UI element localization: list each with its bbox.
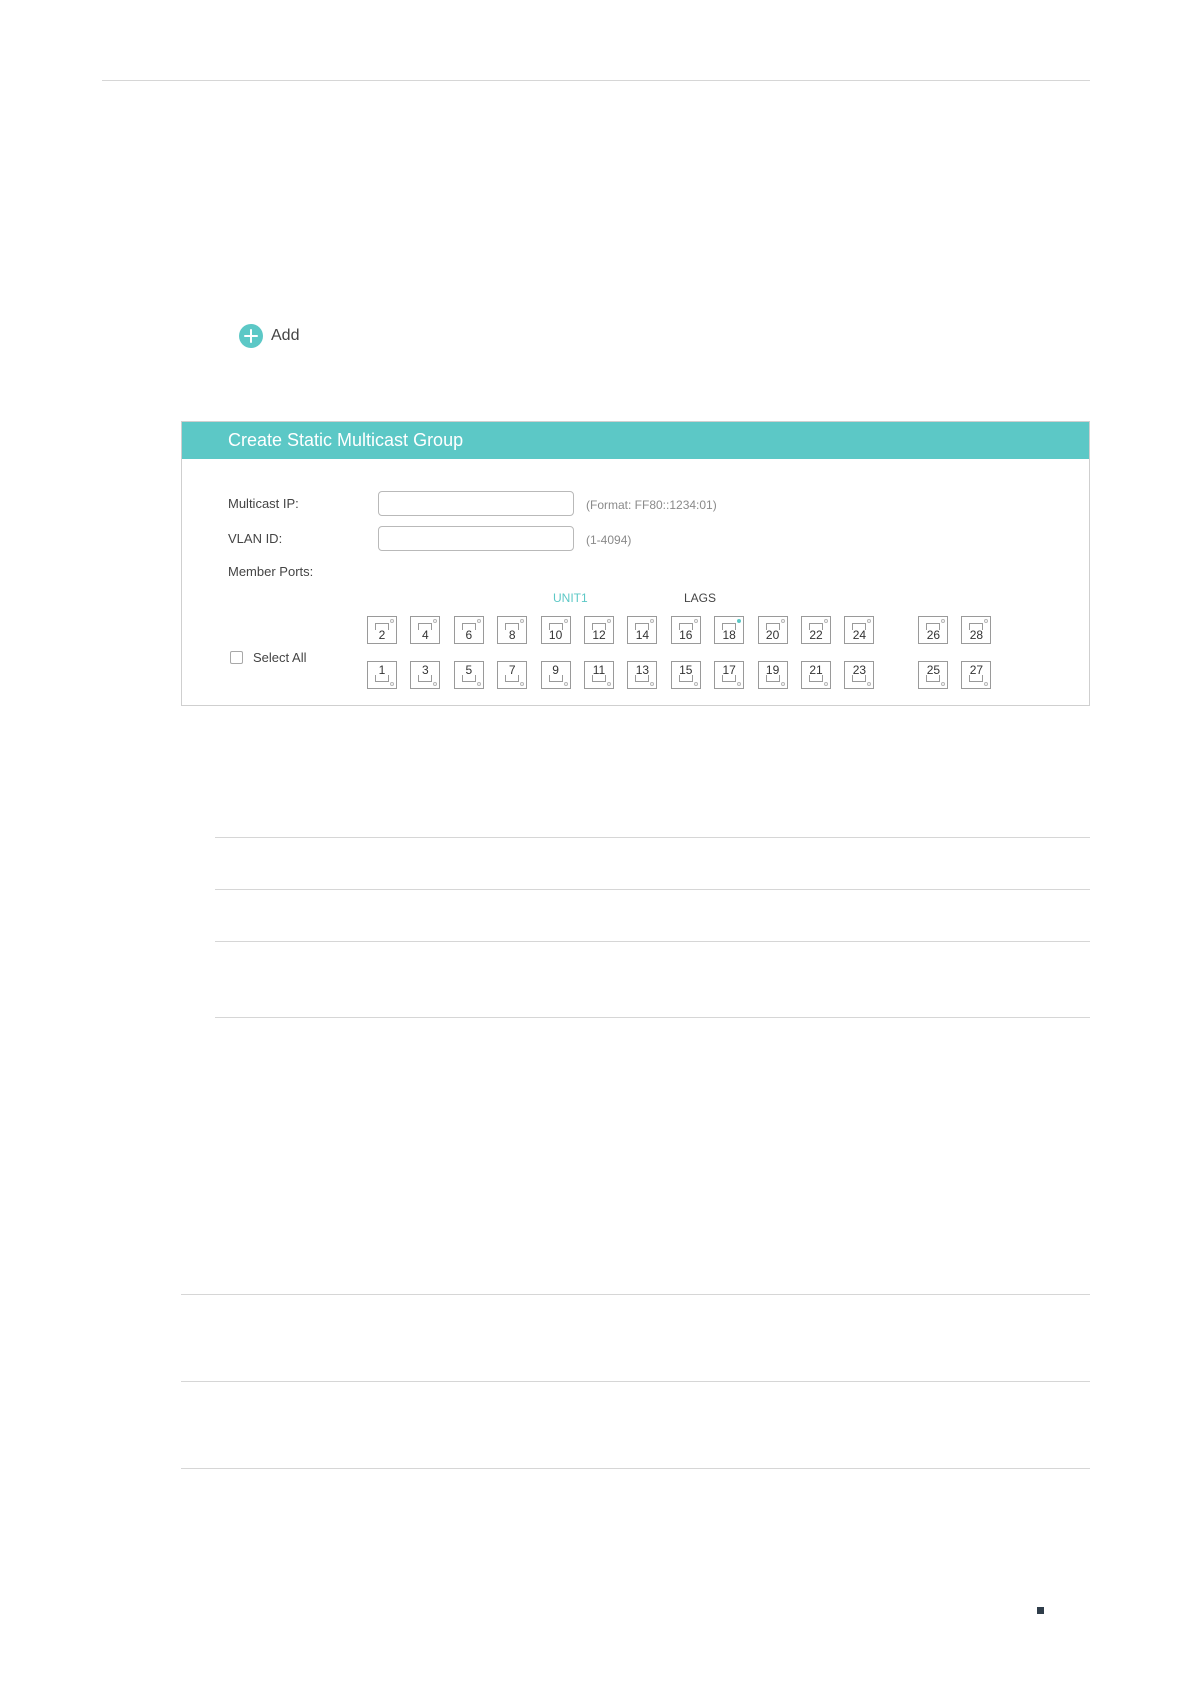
table-rule bbox=[181, 1294, 1090, 1295]
port-status-led-icon bbox=[737, 619, 741, 623]
port-number: 6 bbox=[465, 628, 473, 642]
port-status-led-icon bbox=[941, 682, 945, 686]
port-status-led-icon bbox=[477, 619, 481, 623]
port-12[interactable] bbox=[584, 616, 614, 644]
multicast-ip-input[interactable] bbox=[378, 491, 574, 516]
port-number: 18 bbox=[722, 628, 736, 642]
port-5[interactable] bbox=[454, 661, 484, 689]
port-number: 25 bbox=[926, 663, 941, 677]
plus-circle-icon bbox=[239, 324, 263, 348]
port-number: 2 bbox=[378, 628, 386, 642]
port-9[interactable] bbox=[541, 661, 571, 689]
add-button[interactable] bbox=[239, 324, 299, 348]
table-rule bbox=[181, 1468, 1090, 1469]
port-18[interactable] bbox=[714, 616, 744, 644]
port-number: 21 bbox=[809, 663, 823, 677]
port-2[interactable] bbox=[367, 616, 397, 644]
select-all-label: Select All bbox=[253, 650, 307, 665]
port-24[interactable] bbox=[844, 616, 874, 644]
port-8[interactable] bbox=[497, 616, 527, 644]
port-number: 11 bbox=[592, 663, 606, 677]
port-6[interactable] bbox=[454, 616, 484, 644]
port-status-led-icon bbox=[390, 619, 394, 623]
port-number: 26 bbox=[926, 628, 941, 642]
port-19[interactable] bbox=[758, 661, 788, 689]
panel-title: Create Static Multicast Group bbox=[182, 422, 1089, 459]
port-status-led-icon bbox=[477, 682, 481, 686]
port-number: 8 bbox=[508, 628, 516, 642]
port-number: 10 bbox=[548, 628, 563, 642]
select-all-control[interactable] bbox=[230, 650, 306, 665]
tab-unit1[interactable]: UNIT1 bbox=[553, 591, 588, 605]
port-1[interactable] bbox=[367, 661, 397, 689]
port-status-led-icon bbox=[781, 619, 785, 623]
port-11[interactable] bbox=[584, 661, 614, 689]
port-status-led-icon bbox=[984, 682, 988, 686]
port-number: 7 bbox=[508, 663, 516, 677]
port-status-led-icon bbox=[941, 619, 945, 623]
port-status-led-icon bbox=[520, 682, 524, 686]
page-marker bbox=[1037, 1607, 1044, 1614]
create-static-multicast-group-panel bbox=[181, 421, 1090, 706]
port-14[interactable] bbox=[627, 616, 657, 644]
port-status-led-icon bbox=[650, 682, 654, 686]
port-number: 27 bbox=[969, 663, 984, 677]
multicast-ip-hint: (Format: FF80::1234:01) bbox=[586, 498, 717, 512]
port-number: 5 bbox=[465, 663, 473, 677]
port-status-led-icon bbox=[433, 619, 437, 623]
port-15[interactable] bbox=[671, 661, 701, 689]
member-ports-label: Member Ports: bbox=[228, 564, 314, 579]
vlan-id-input[interactable] bbox=[378, 526, 574, 551]
port-22[interactable] bbox=[801, 616, 831, 644]
vlan-id-hint: (1-4094) bbox=[586, 533, 632, 547]
port-25[interactable] bbox=[918, 661, 948, 689]
port-status-led-icon bbox=[564, 682, 568, 686]
port-3[interactable] bbox=[410, 661, 440, 689]
port-21[interactable] bbox=[801, 661, 831, 689]
port-number: 3 bbox=[422, 663, 429, 677]
port-4[interactable] bbox=[410, 616, 440, 644]
port-status-led-icon bbox=[824, 682, 828, 686]
port-number: 9 bbox=[552, 663, 559, 677]
port-17[interactable] bbox=[714, 661, 744, 689]
port-number: 16 bbox=[679, 628, 693, 642]
table-rule bbox=[215, 889, 1090, 890]
port-status-led-icon bbox=[520, 619, 524, 623]
port-number: 17 bbox=[722, 663, 736, 677]
port-status-led-icon bbox=[984, 619, 988, 623]
port-27[interactable] bbox=[961, 661, 991, 689]
port-number: 4 bbox=[422, 628, 429, 642]
multicast-ip-label: Multicast IP: bbox=[228, 496, 299, 511]
header-rule bbox=[102, 80, 1090, 81]
port-number: 22 bbox=[809, 628, 823, 642]
port-status-led-icon bbox=[824, 619, 828, 623]
port-status-led-icon bbox=[694, 619, 698, 623]
port-status-led-icon bbox=[781, 682, 785, 686]
port-number: 19 bbox=[765, 663, 780, 677]
port-number: 12 bbox=[592, 628, 606, 642]
port-number: 23 bbox=[852, 663, 867, 677]
port-16[interactable] bbox=[671, 616, 701, 644]
port-10[interactable] bbox=[541, 616, 571, 644]
port-status-led-icon bbox=[737, 682, 741, 686]
port-20[interactable] bbox=[758, 616, 788, 644]
port-number: 24 bbox=[852, 628, 867, 642]
port-status-led-icon bbox=[433, 682, 437, 686]
table-rule bbox=[215, 837, 1090, 838]
add-button-label: Add bbox=[271, 327, 300, 344]
port-status-led-icon bbox=[694, 682, 698, 686]
port-number: 15 bbox=[679, 663, 693, 677]
port-status-led-icon bbox=[607, 682, 611, 686]
select-all-checkbox[interactable] bbox=[230, 651, 243, 664]
table-rule bbox=[215, 941, 1090, 942]
port-status-led-icon bbox=[867, 682, 871, 686]
tab-lags[interactable]: LAGS bbox=[684, 591, 717, 605]
port-13[interactable] bbox=[627, 661, 657, 689]
port-status-led-icon bbox=[607, 619, 611, 623]
port-number: 14 bbox=[635, 628, 650, 642]
port-number: 1 bbox=[378, 663, 386, 677]
port-status-led-icon bbox=[867, 619, 871, 623]
table-rule bbox=[215, 1017, 1090, 1018]
port-number: 28 bbox=[969, 628, 984, 642]
port-number: 20 bbox=[765, 628, 780, 642]
port-26[interactable] bbox=[918, 616, 948, 644]
vlan-id-label: VLAN ID: bbox=[228, 531, 283, 546]
port-number: 13 bbox=[635, 663, 650, 677]
port-28[interactable] bbox=[961, 616, 991, 644]
port-status-led-icon bbox=[564, 619, 568, 623]
port-status-led-icon bbox=[650, 619, 654, 623]
port-7[interactable] bbox=[497, 661, 527, 689]
table-rule bbox=[181, 1381, 1090, 1382]
port-23[interactable] bbox=[844, 661, 874, 689]
port-status-led-icon bbox=[390, 682, 394, 686]
